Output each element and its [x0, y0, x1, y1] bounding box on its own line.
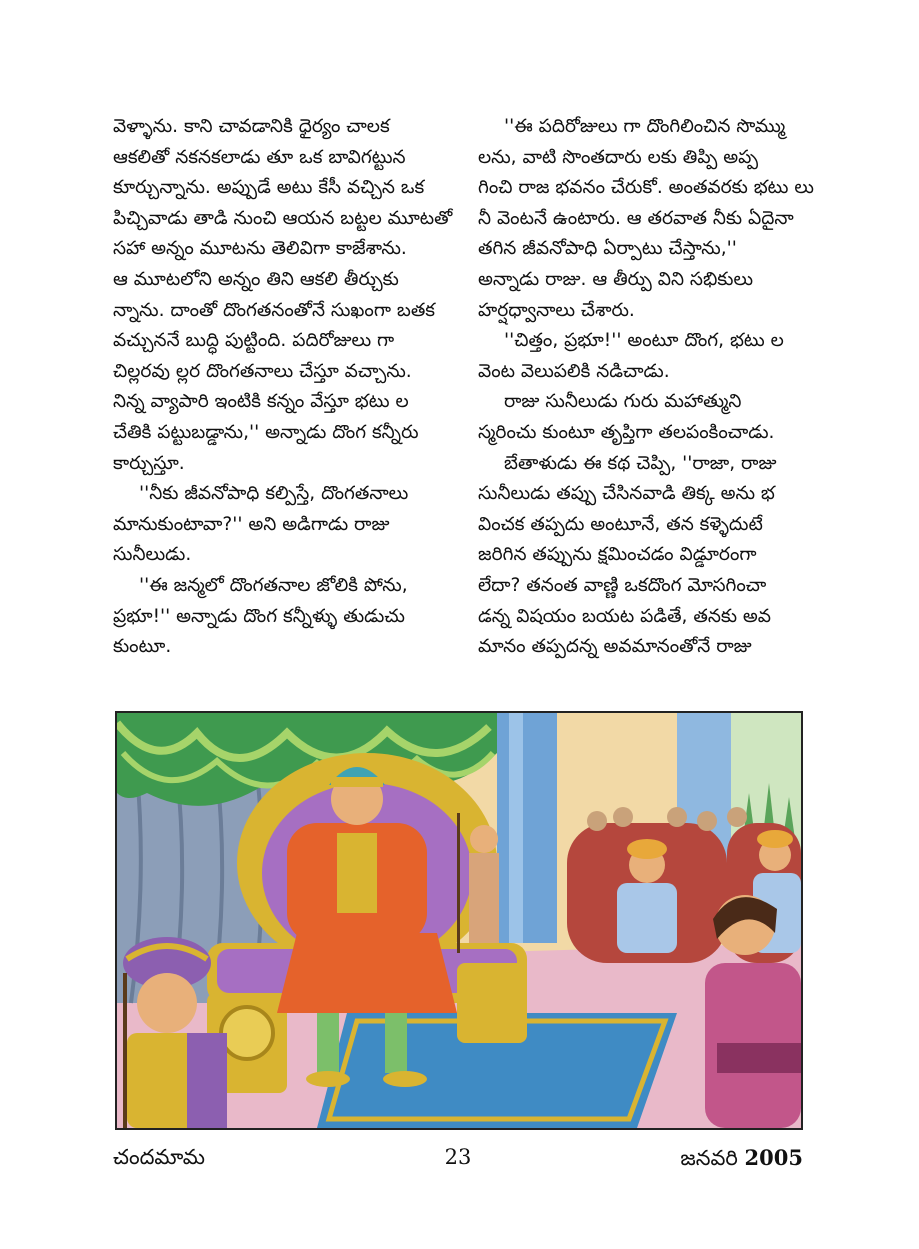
story-line: ''నీకు జీవనోపాధి కల్పిస్తే, దొంగతనాలు — [139, 483, 409, 505]
story-line: కూర్చున్నాను. అప్పుడే అటు కేసీ వచ్చిన ఒక — [113, 177, 425, 199]
story-line: హర్షధ్వానాలు చేశారు. — [478, 299, 635, 321]
story-line: కార్చుస్తూ. — [113, 452, 185, 474]
story-line: వెంట వెలుపలికి నడిచాడు. — [478, 360, 670, 382]
issue-year: 2005 — [744, 1145, 803, 1170]
story-line: రాజు సునీలుడు గురు మహాత్ముని — [504, 391, 742, 413]
story-line: న్నాను. దాంతో దొంగతనంతోనే సుఖంగా బతక — [113, 299, 436, 321]
story-line: సహా అన్నం మూటను తెలివిగా కాజేశాను. — [113, 238, 407, 260]
story-line: అన్నాడు రాజు. ఆ తీర్పు విని సభికులు — [478, 268, 754, 290]
story-line: వచ్చుననే బుద్ధి పుట్టింది. పదిరోజులు గా — [113, 330, 395, 352]
story-line: ''ఈ పదిరోజులు గా దొంగిలించిన సొమ్ము — [504, 116, 786, 137]
story-line: ప్రభూ!'' అన్నాడు దొంగ కన్నీళ్ళు తుడుచు — [113, 605, 405, 627]
story-line: ''చిత్తం, ప్రభూ!'' అంటూ దొంగ, భటు ల — [504, 330, 784, 352]
story-line: లేదా? తనంత వాణ్ణి ఒకదొంగ మోసగించా — [478, 574, 767, 596]
page-number: 23 — [444, 1145, 472, 1169]
story-line: స్మరించు కుంటూ తృప్తిగా తలపంకించాడు. — [478, 421, 775, 443]
story-line: పిచ్చివాడు తాడి నుంచి ఆయన బట్టల మూటతో — [113, 207, 453, 229]
story-line: తగిన జీవనోపాధి ఏర్పాటు చేస్తాను,'' — [478, 238, 737, 260]
story-line: ఆకలితో నకనకలాడు తూ ఒక బావిగట్టున — [113, 146, 406, 168]
story-line: చిల్లరవు ల్లర దొంగతనాలు చేస్తూ వచ్చాను. — [113, 360, 412, 382]
story-line: కుంటూ. — [113, 636, 172, 658]
page-footer — [113, 1145, 803, 1179]
story-illustration — [115, 711, 803, 1130]
story-line: లను, వాటి సొంతదారు లకు తిప్పి అప్ప — [478, 146, 759, 168]
story-line: జరిగిన తప్పును క్షమించడం విడ్డూరంగా — [478, 544, 757, 566]
story-line: చేతికి పట్టుబడ్డాను,'' అన్నాడు దొంగ కన్నీరు — [113, 421, 419, 443]
story-line: నీ వెంటనే ఉంటారు. ఆ తరవాత నీకు ఏదైనా — [478, 207, 794, 229]
story-line: గించి రాజ భవనం చేరుకో. అంతవరకు భటు లు — [478, 177, 814, 199]
issue-date — [680, 1145, 803, 1176]
story-line: డన్న విషయం బయట పడితే, తనకు అవ — [478, 605, 772, 627]
story-line: నిన్న వ్యాపారి ఇంటికి కన్నం వేస్తూ భటు ల — [113, 391, 409, 413]
magazine-name: చందమామ — [113, 1145, 205, 1169]
issue-month: జనవరి — [680, 1146, 738, 1170]
story-line: వెళ్ళాను. కాని చావడానికి ధైర్యం చాలక — [113, 116, 390, 137]
story-left-column — [113, 112, 481, 663]
story-line: బేతాళుడు ఈ కథ చెప్పి, ''రాజా, రాజు — [504, 452, 777, 474]
story-line: వించక తప్పదు అంటూనే, తన కళ్ళెదుటే — [478, 513, 763, 535]
story-line: మానం తప్పదన్న అవమానంతోనే రాజు — [478, 636, 752, 658]
story-line: మానుకుంటావా?'' అని అడిగాడు రాజు — [113, 513, 390, 535]
story-line: సునీలుడు తప్పు చేసినవాడి తిక్క అను భ — [478, 483, 775, 505]
pillar — [497, 713, 557, 943]
story-right-column — [478, 112, 846, 663]
story-line: సునీలుడు. — [113, 544, 192, 566]
story-line: ''ఈ జన్మలో దొంగతనాల జోలికి పోను, — [139, 574, 408, 596]
story-line: ఆ మూటలోని అన్నం తిని ఆకలి తీర్చుకు — [113, 268, 399, 290]
